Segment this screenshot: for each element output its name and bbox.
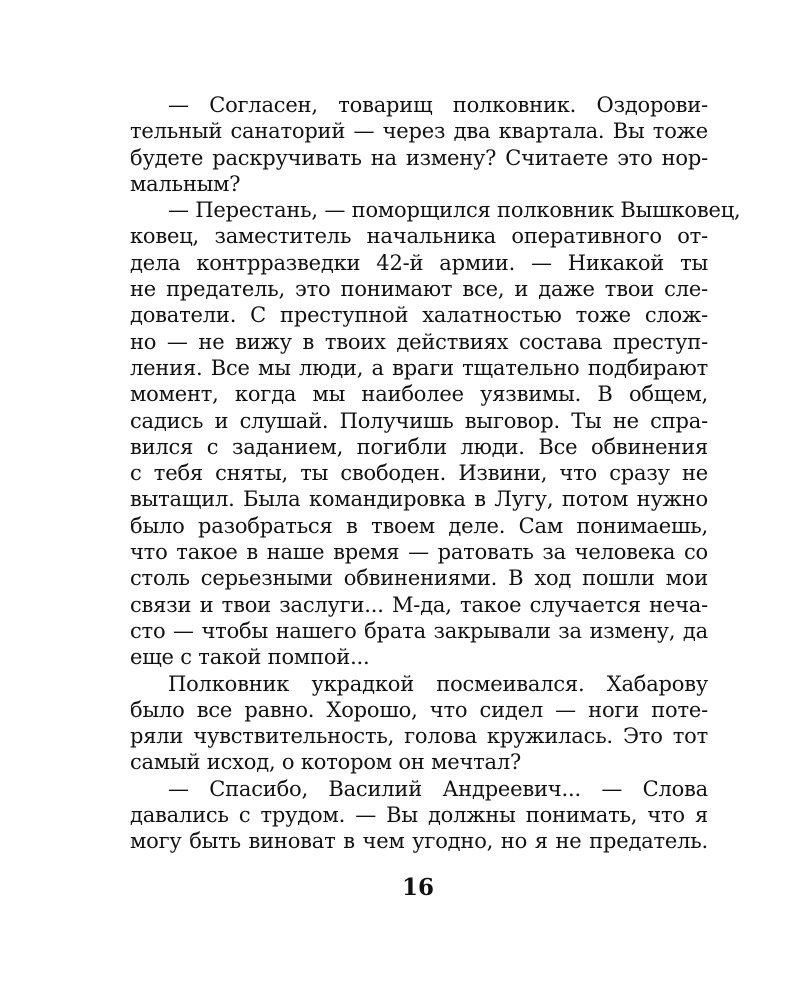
text-line: ковец, заместитель начальника оперативного от- (130, 224, 708, 249)
text-line: еще с такой помпой... (130, 645, 370, 670)
text-line: вился с заданием, погибли люди. Все обвинения (130, 434, 708, 459)
text-line: связи и твои заслуги... М-да, такое случается неча- (130, 592, 708, 617)
text-line: будете раскручивать на измену? Считаете это нор- (130, 145, 708, 170)
text-line: столь серьезными обвинениями. В ход пошли мои (130, 566, 708, 591)
text-line: — Согласен, товарищ полковник. Оздорови- (168, 93, 708, 117)
text-line: что такое в наше время — ратовать за человека со (130, 540, 708, 565)
text-line: ряли чувствительность, голова кружилась. Это тот (130, 724, 708, 749)
text-line: сто — чтобы нашего брата закрывали за измену, да (130, 618, 708, 643)
text-line: могу быть виноват в чем угодно, но я не предатель. (130, 829, 708, 854)
text-line: с тебя сняты, ты свободен. Извини, что сразу не (130, 461, 708, 486)
page-number: 16 (401, 874, 434, 901)
text-line: — Перестань, — поморщился полковник Вышковец, (168, 198, 741, 223)
text-line: самый исход, о котором он мечтал? (130, 750, 522, 775)
text-line: Полковник украдкой посмеивался. Хабарову (168, 671, 708, 696)
text-line: было все равно. Хорошо, что сидел — ноги поте- (130, 697, 708, 722)
text-line: тельный санаторий — через два квартала. Вы тоже (130, 119, 708, 144)
text-line: вытащил. Была командировка в Лугу, потом нужно (130, 487, 708, 512)
text-line: — Спасибо, Василий Андреевич... — Слова (168, 776, 708, 801)
text-line: дела контрразведки 42-й армии. — Никакой ты (130, 250, 708, 275)
text-line: но — не вижу в твоих действиях состава преступ- (130, 329, 708, 354)
text-line: мальным? (130, 171, 241, 196)
text-line: момент, когда мы наиболее уязвимы. В общем, (130, 382, 708, 407)
text-line: давались с трудом. — Вы должны понимать, что я (130, 803, 708, 828)
text-line: дователи. С преступной халатностью тоже слож- (130, 303, 708, 328)
text-line: ления. Все мы люди, а враги тщательно подбирают (130, 355, 708, 380)
text-line: садись и слушай. Получишь выговор. Ты не спра- (130, 408, 708, 433)
text-line: было разобраться в твоем деле. Сам понимаешь, (130, 513, 708, 538)
body-text (130, 92, 741, 855)
text-line: не предатель, это понимают все, и даже твои сле- (130, 277, 708, 302)
